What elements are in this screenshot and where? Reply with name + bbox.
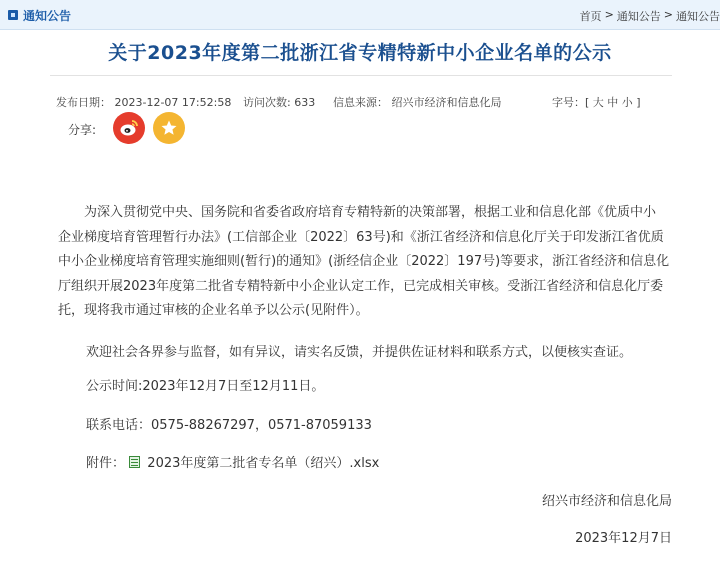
signature-date: 2023年12月7日 — [575, 531, 672, 546]
excel-file-icon — [129, 456, 140, 468]
breadcrumb-separator: > — [604, 8, 614, 21]
publish-date: 发布日期： 2023-12-07 17:52:58 — [56, 96, 232, 109]
visit-count: 访问次数: 633 — [243, 96, 316, 109]
signature: 绍兴市经济和信息化局 — [541, 494, 672, 509]
breadcrumb-home[interactable]: 首页 — [579, 10, 602, 23]
breadcrumb — [580, 8, 720, 24]
breadcrumb-current[interactable]: 通知公告 — [676, 10, 720, 23]
page-title: 关于2023年度第二批浙江省专精特新中小企业名单的公示 — [108, 42, 612, 64]
star-icon — [160, 119, 178, 137]
breadcrumb-notices[interactable]: 通知公告 — [616, 10, 661, 23]
supervision-paragraph: 欢迎社会各界参与监督，如有异议，请实名反馈，并提供佐证材料和联系方式，以便核实查证。 — [86, 345, 633, 360]
paragraph-line: 为深入贯彻党中央、国务院和省委省政府培育专精特新的决策部署，根据工业和信息化部《优质中小 — [84, 205, 657, 220]
title-divider — [50, 75, 672, 76]
paragraph-line: 中小企业梯度培育管理实施细则(暂行)的通知》(浙经信企业〔2022〕197号)等要求，浙江省经济和信息化 — [58, 254, 670, 269]
share-label: 分享: — [68, 123, 97, 137]
weibo-icon — [119, 119, 139, 137]
notice-period: 公示时间:2023年12月7日至12月11日。 — [86, 379, 325, 394]
attachment-link[interactable]: 2023年度第二批省专名单（绍兴）.xlsx — [147, 456, 380, 471]
body-paragraph — [58, 201, 673, 324]
notice-icon — [8, 10, 18, 20]
info-source: 信息来源： 绍兴市经济和信息化局 — [333, 96, 502, 109]
attachment-row — [86, 452, 379, 471]
breadcrumb-separator: > — [663, 8, 673, 21]
paragraph-line: 托，现将我市通过审核的企业名单予以公示(见附件）。 — [58, 303, 369, 318]
weibo-share-button[interactable] — [113, 112, 145, 144]
favorite-share-button[interactable] — [153, 112, 185, 144]
contact-phone: 联系电话：0575-88267297，0571-87059133 — [86, 418, 372, 433]
attachment-label: 附件： — [86, 456, 126, 471]
paragraph-line: 企业梯度培育管理暂行办法》(工信部企业〔2022〕63号)和《浙江省经济和信息化厅关于印发浙江省优质 — [58, 229, 664, 245]
section-label: 通知公告 — [23, 8, 72, 23]
font-size-control[interactable]: 字号：[ 大 中 小 ] — [552, 96, 641, 109]
section-bar — [0, 0, 720, 30]
section-title — [8, 7, 71, 23]
paragraph-line: 厅组织开展2023年度第二批省专精特新中小企业认定工作，已完成相关审核。受浙江省经济和信息化厅委 — [58, 278, 664, 294]
